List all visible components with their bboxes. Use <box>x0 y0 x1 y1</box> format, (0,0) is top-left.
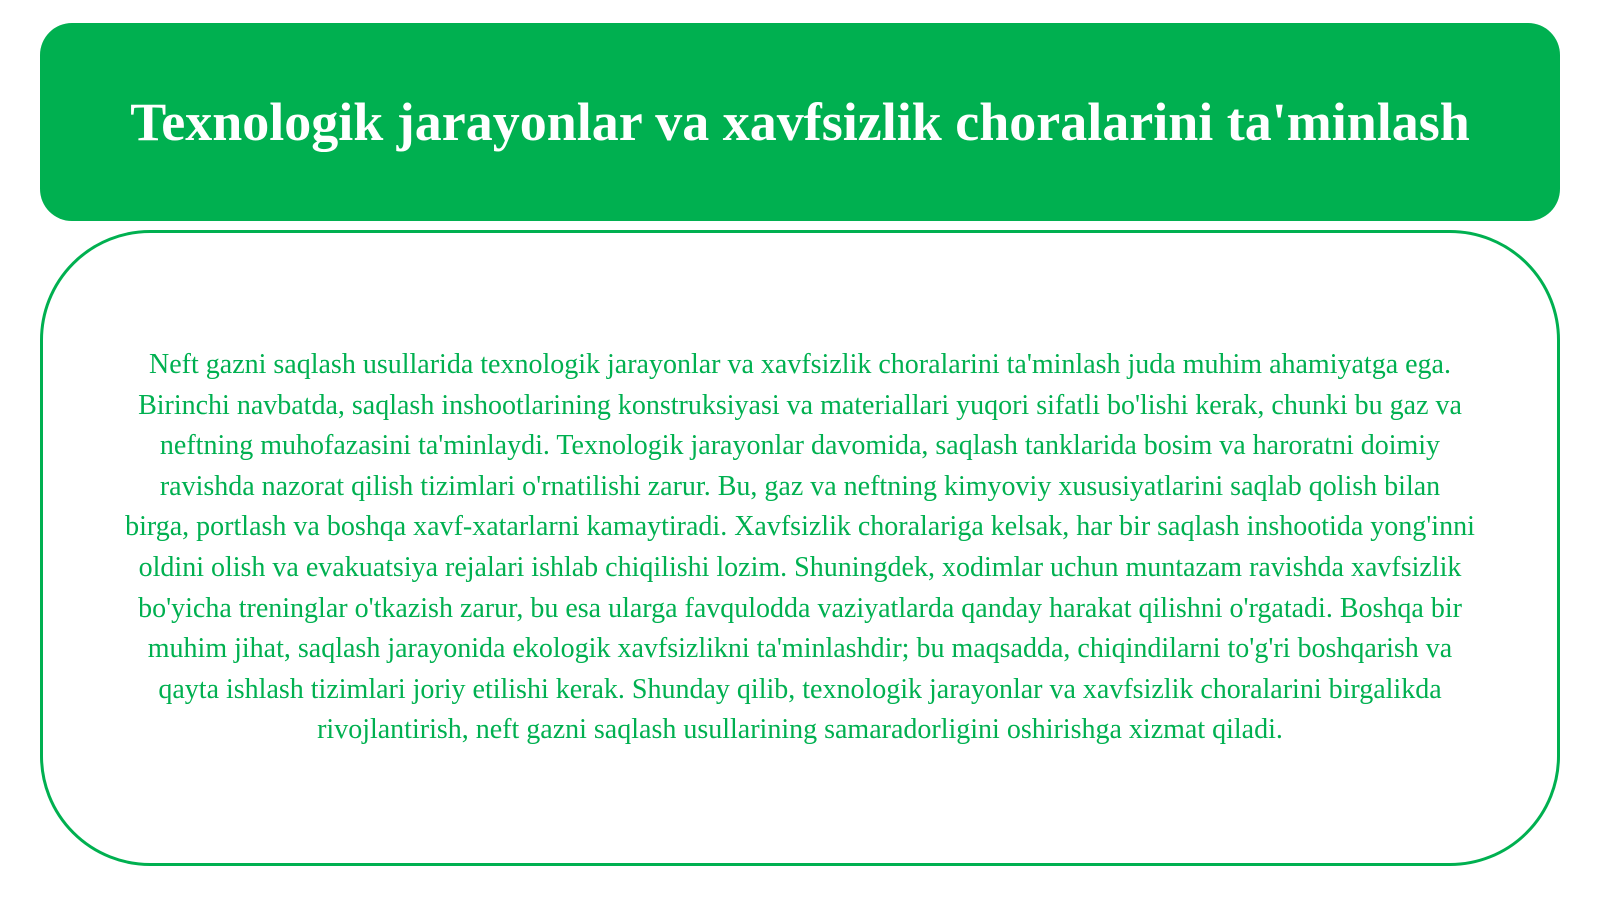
content-box <box>40 230 1560 866</box>
slide-title: Texnologik jarayonlar va xavfsizlik choralarini ta'minlash <box>130 91 1470 152</box>
title-banner <box>40 23 1560 221</box>
body-paragraph: Neft gazni saqlash usullarida texnologik jarayonlar va xavfsizlik choralarini ta'minlash juda muhim ahamiyatga ega. Birinchi navbatda, saqlash inshootlarining konstruksiyasi va materiallari yuqori sifatli bo'lishi kerak, chunki bu gaz va neftning muhofazasini ta'minlaydi. Texnologik jarayonlar davomida, saqlash tanklarida bosim va haroratni doimiy ravishda nazorat qilish tizimlari o'rnatilishi zarur. Bu, gaz va neftning kimyoviy xususiyatlarini saqlab qolish bilan birga, portlash va boshqa xavf-xatarlarni kamaytiradi. Xavfsizlik choralariga kelsak, har bir saqlash inshootida yong'inni oldini olish va evakuatsiya rejalari ishlab chiqilishi lozim. Shuningdek, xodimlar uchun muntazam ravishda xavfsizlik bo'yicha treninglar o'tkazish zarur, bu esa ularga favqulodda vaziyatlarda qanday harakat qilishni o'rgatadi. Boshqa bir muhim jihat, saqlash jarayonida ekologik xavfsizlikni ta'minlashdir; bu maqsadda, chiqindilarni to'g'ri boshqarish va qayta ishlash tizimlari joriy etilishi kerak. Shunday qilib, texnologik jarayonlar va xavfsizlik choralarini birgalikda rivojlantirish, neft gazni saqlash usullarining samaradorligini oshirishga xizmat qiladi. <box>125 349 1475 746</box>
